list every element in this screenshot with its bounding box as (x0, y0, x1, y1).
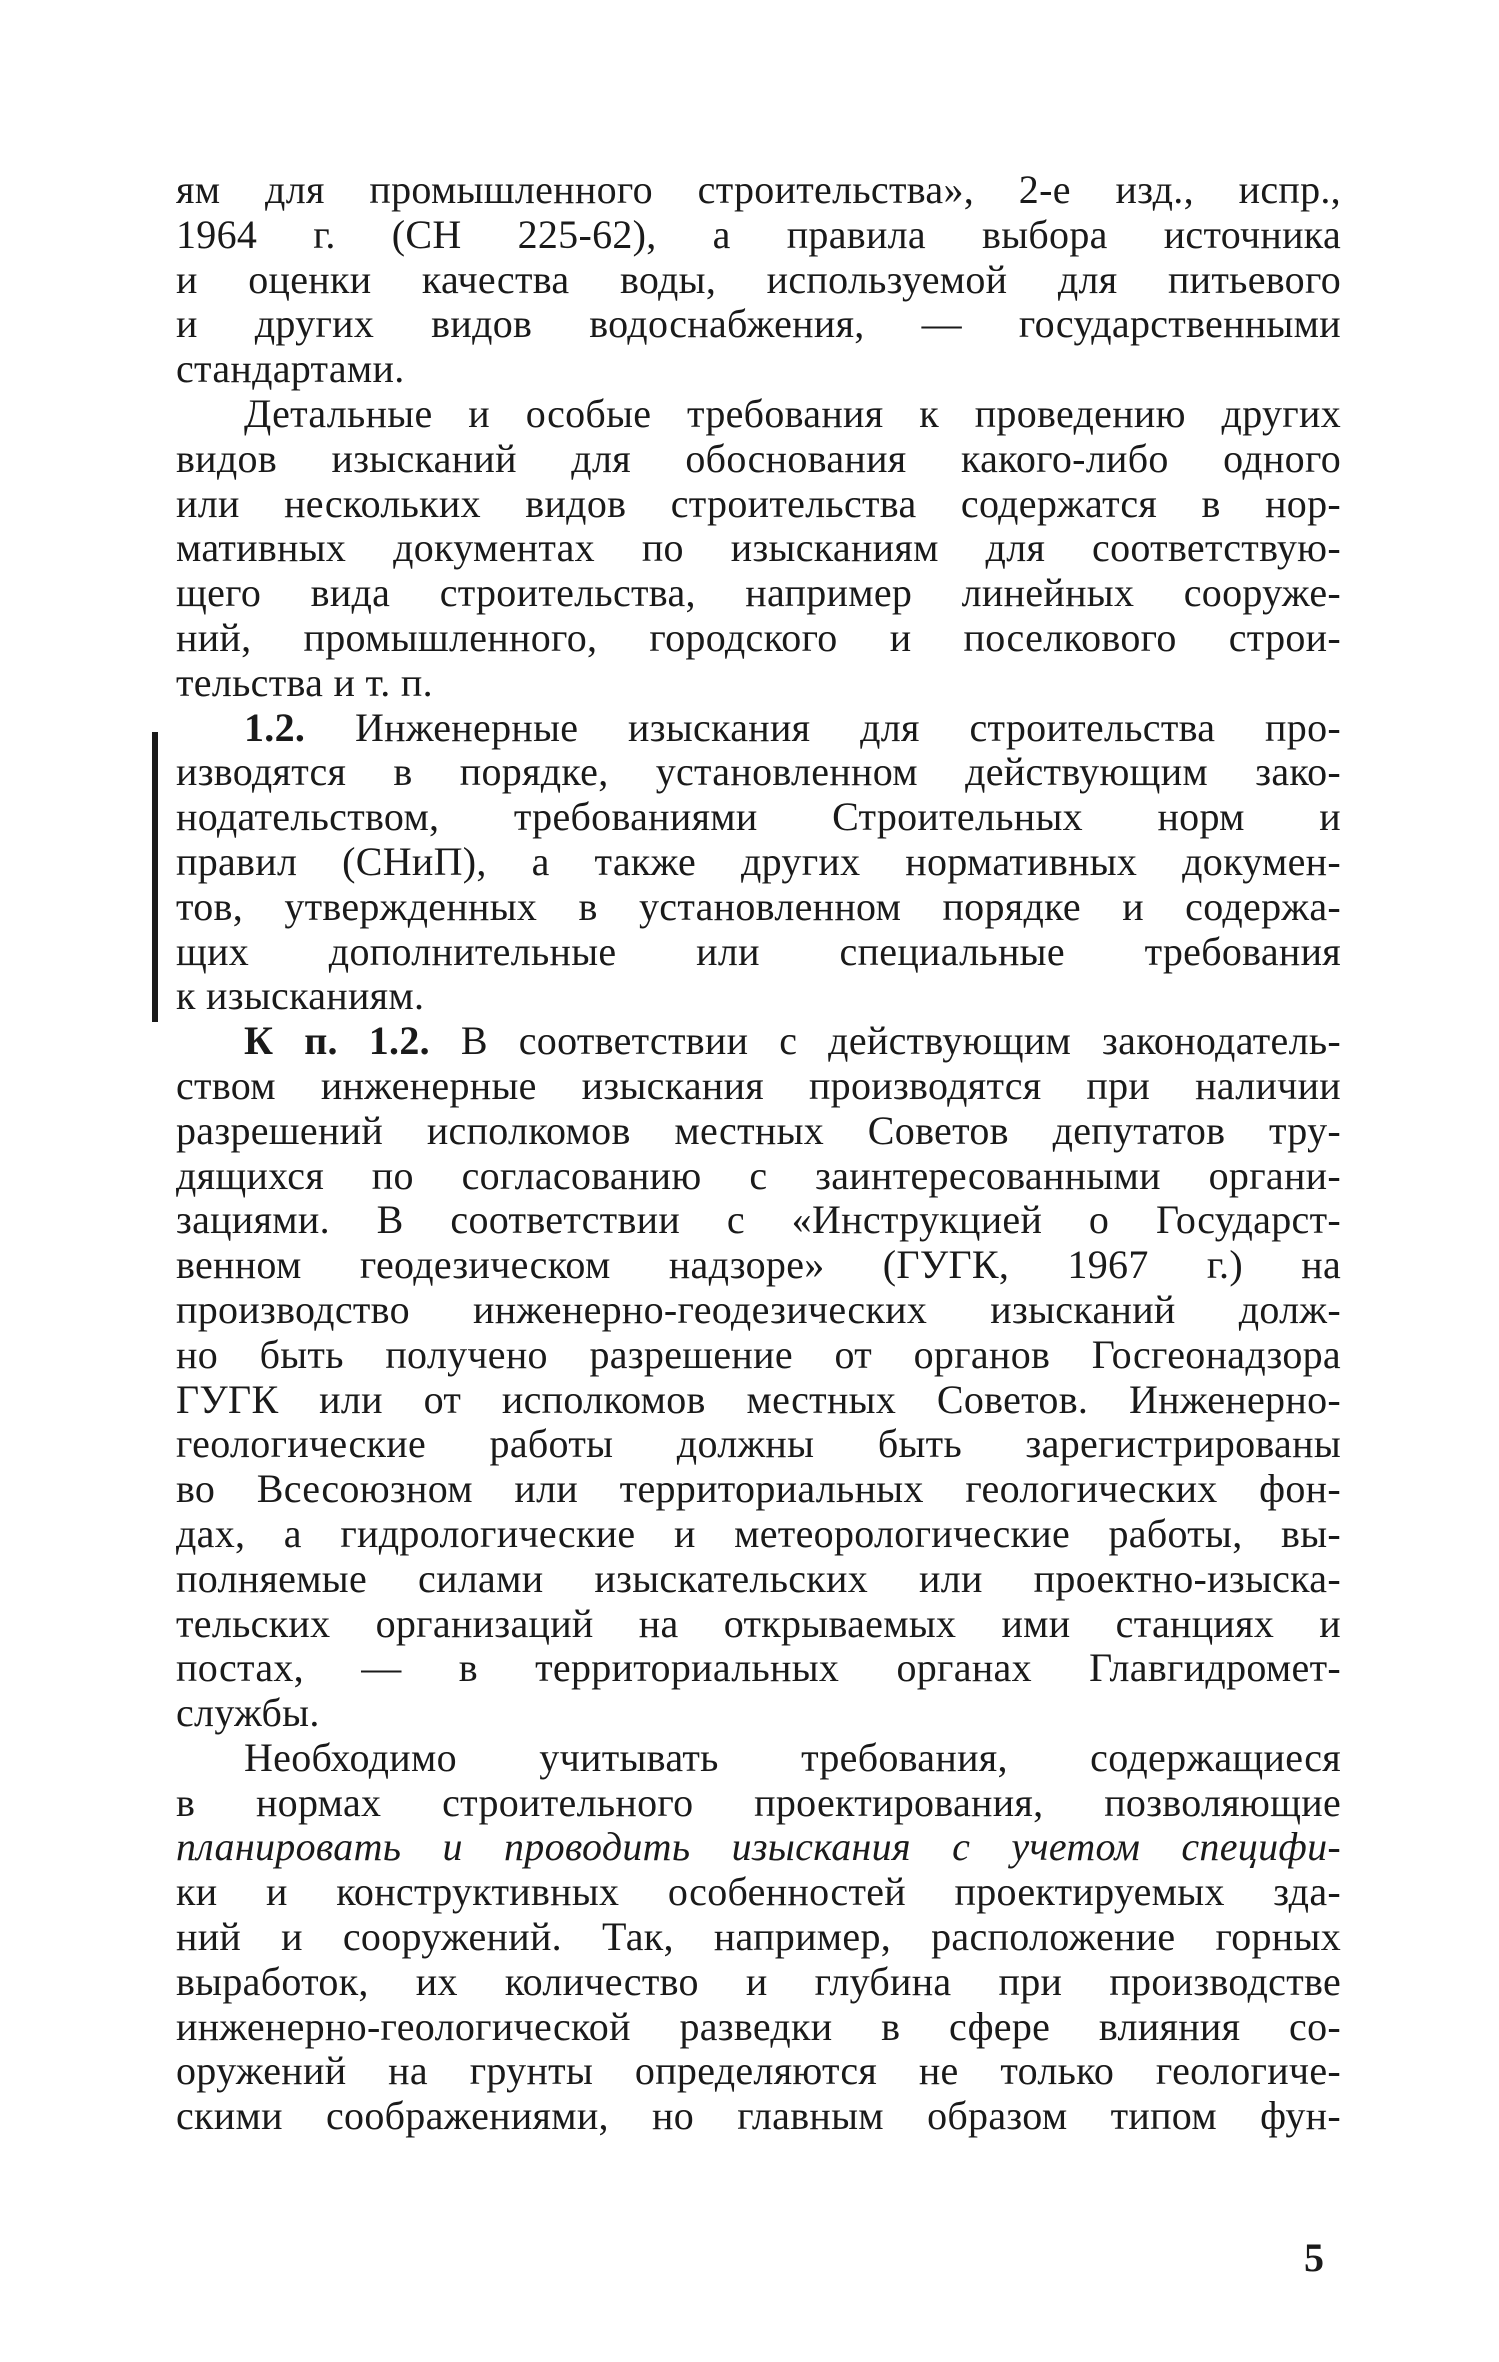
text-line: К п. 1.2. В соответствии с действующим законодатель- (244, 1018, 1341, 1064)
commentary-to-clause-1-2 (176, 1019, 1341, 1736)
text-line: производство инженерно-геодезических изысканий долж- (176, 1286, 1341, 1332)
text-line: Необходимо учитывать требования, содержащиеся (244, 1734, 1341, 1780)
text-line: к изысканиям. (176, 973, 425, 1019)
text-line: ний и сооружений. Так, например, расположение горных (176, 1914, 1341, 1960)
text-line: ством инженерные изыскания производятся при наличии (176, 1062, 1341, 1108)
paragraph-design-norms (176, 1736, 1341, 2139)
text-line: тельства и т. п. (176, 659, 433, 705)
text-line: в нормах строительного проектирования, позволяющие (176, 1779, 1341, 1825)
text-line: 1964 г. (СН 225-62), а правила выбора источника (176, 211, 1341, 257)
text-column (176, 168, 1341, 2139)
text-line: стандартами. (176, 346, 405, 392)
text-line: видов изысканий для обоснования какого-либо одного (176, 435, 1341, 481)
text-line: или нескольких видов строительства содержатся в нор- (176, 480, 1341, 526)
text-line: Детальные и особые требования к проведению других (244, 390, 1341, 436)
page-number: 5 (1304, 2235, 1324, 2280)
text-line: венном геодезическом надзоре» (ГУГК, 1967 г.) на (176, 1242, 1341, 1288)
text-line: выработок, их количество и глубина при производстве (176, 1958, 1341, 2004)
text-line: щего вида строительства, например линейных сооруже- (176, 570, 1341, 616)
text-line: правил (СНиП), а также других нормативных докумен- (176, 838, 1341, 884)
text-line: дах, а гидрологические и метеорологические работы, вы- (176, 1510, 1341, 1556)
text-line: нодательством, требованиями Строительных норм и (176, 794, 1341, 840)
text-line: мативных документах по изысканиям для соответствую- (176, 525, 1341, 571)
text-line: и других видов водоснабжения, — государственными (176, 301, 1341, 347)
text-line: изводятся в порядке, установленном действующим зако- (176, 749, 1341, 795)
clause-1-2 (176, 706, 1341, 1020)
text-line: во Всесоюзном или территориальных геологических фон- (176, 1466, 1341, 1512)
text-line: зациями. В соответствии с «Инструкцией о Государст- (176, 1197, 1341, 1243)
text-line: разрешений исполкомов местных Советов депутатов тру- (176, 1107, 1341, 1153)
text-line: дящихся по согласованию с заинтересованными органи- (176, 1152, 1341, 1198)
text-line: ний, промышленного, городского и поселкового строи- (176, 614, 1341, 660)
text-line: планировать и проводить изыскания с учетом специфи- (176, 1824, 1341, 1870)
paragraph-detailed-requirements (176, 392, 1341, 706)
text-line: ям для промышленного строительства», 2-е изд., испр., (176, 167, 1341, 212)
text-line: скими соображениями, но главным образом типом фун- (176, 2093, 1341, 2139)
text-line: ки и конструктивных особенностей проектируемых зда- (176, 1869, 1341, 1915)
text-line: 1.2. Инженерные изыскания для строительства про- (244, 704, 1341, 750)
text-line: ГУГК или от исполкомов местных Советов. Инженерно- (176, 1376, 1341, 1422)
text-line: тов, утвержденных в установленном порядке и содержа- (176, 883, 1341, 929)
commentary-heading: К п. 1.2. (244, 1018, 430, 1064)
text-line: и оценки качества воды, используемой для питьевого (176, 256, 1341, 302)
text-line: полняемые силами изыскательских или проектно-изыска- (176, 1555, 1341, 1601)
text-line: геологические работы должны быть зарегистрированы (176, 1421, 1341, 1467)
text-line: оружений на грунты определяются не только геологиче- (176, 2048, 1341, 2094)
revision-margin-bar (152, 732, 158, 1022)
text-line: щих дополнительные или специальные требования (176, 928, 1341, 974)
text-line: но быть получено разрешение от органов Госгеонадзора (176, 1331, 1341, 1377)
paragraph-continuation (176, 168, 1341, 392)
text-line: постах, — в территориальных органах Главгидромет- (176, 1645, 1341, 1691)
text-line: службы. (176, 1690, 320, 1736)
text-line: инженерно-геологической разведки в сфере влияния со- (176, 2003, 1341, 2049)
clause-number: 1.2. (244, 704, 306, 750)
text-line: тельских организаций на открываемых ими станциях и (176, 1600, 1341, 1646)
